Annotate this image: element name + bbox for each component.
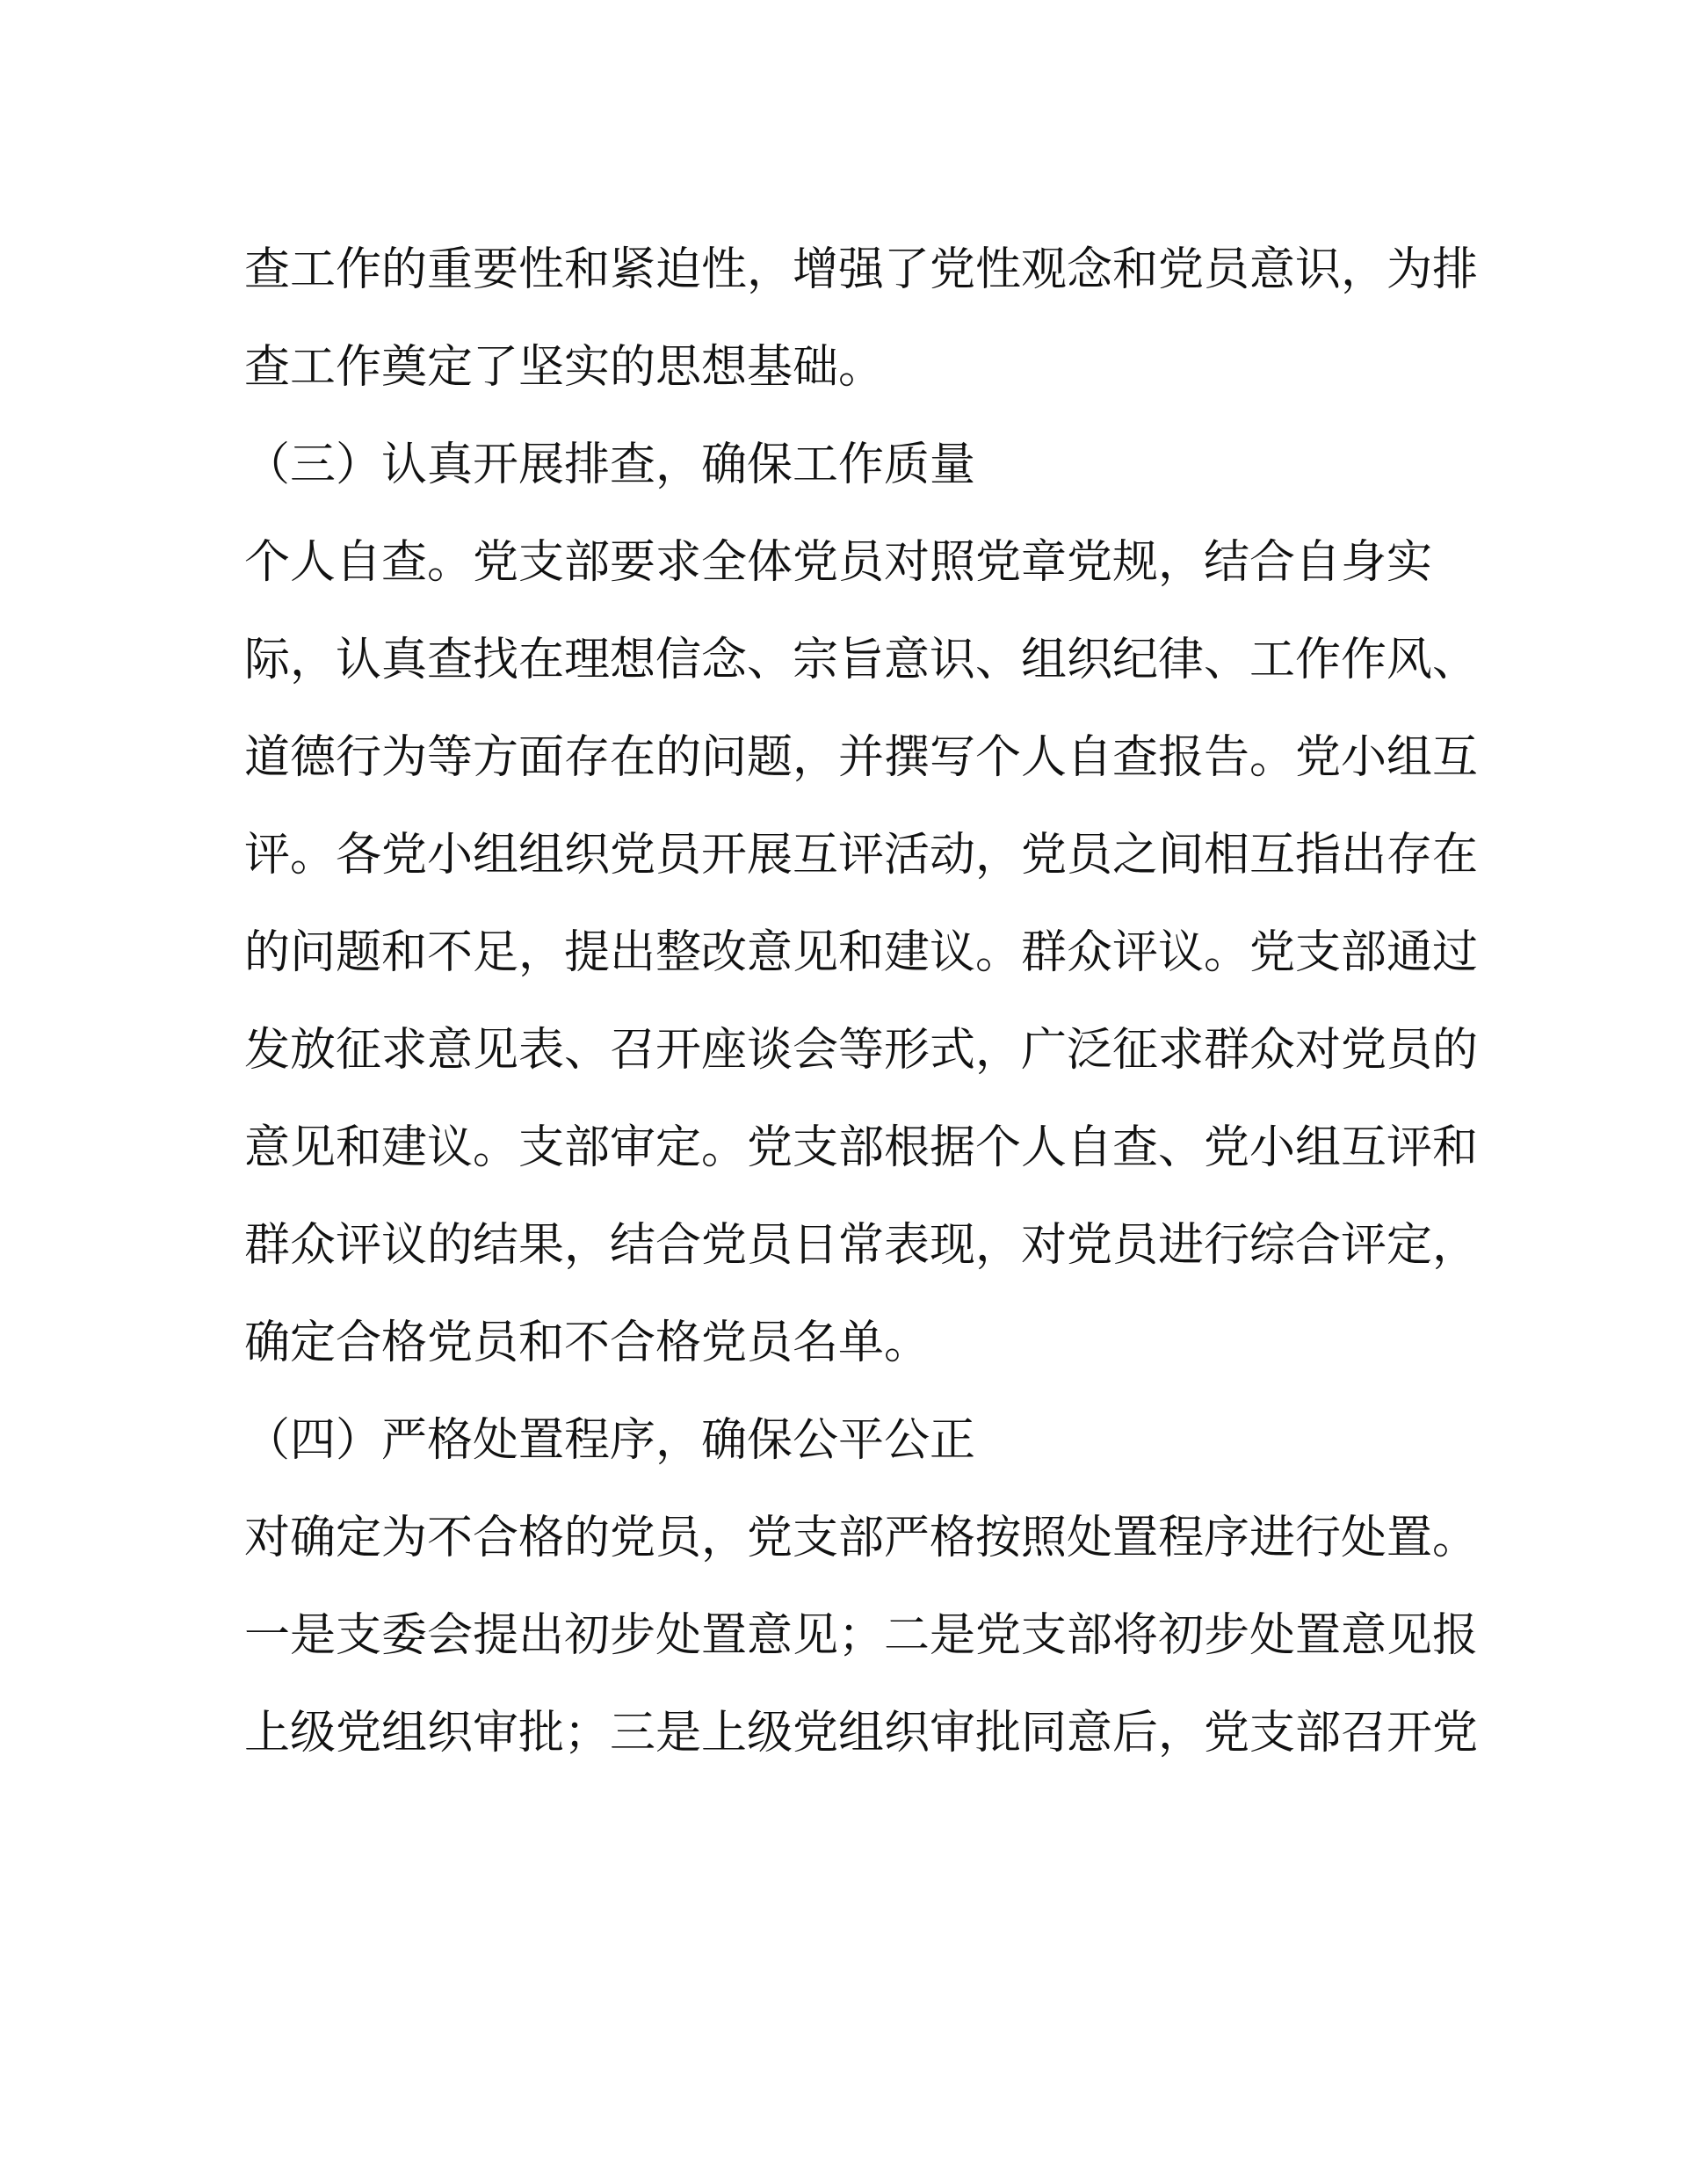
- document-body: [244, 221, 1479, 1782]
- paragraph-line: 的问题和不足，提出整改意见和建议。群众评议。党支部通过: [244, 926, 1479, 979]
- paragraph-line: 查工作奠定了坚实的思想基础。: [244, 341, 885, 394]
- section-heading-4: （四）严格处置程序，确保公平公正: [244, 1414, 976, 1467]
- paragraph-line: 查工作的重要性和紧迫性，增强了党性观念和党员意识，为排: [244, 243, 1479, 296]
- paragraph-line: 际，认真查找在理想信念、宗旨意识、组织纪律、工作作风、: [244, 634, 1479, 686]
- section-heading-3: （三）认真开展排查，确保工作质量: [244, 439, 976, 491]
- paragraph-line: 个人自查。党支部要求全体党员对照党章党规，结合自身实: [244, 536, 1433, 589]
- paragraph-line: 道德行为等方面存在的问题，并撰写个人自查报告。党小组互: [244, 731, 1479, 784]
- paragraph-line: 评。各党小组组织党员开展互评活动，党员之间相互指出存在: [244, 829, 1479, 882]
- paragraph-line: 对确定为不合格的党员，党支部严格按照处置程序进行处置。: [244, 1512, 1479, 1564]
- paragraph-line: 一是支委会提出初步处置意见；二是党支部将初步处置意见报: [244, 1609, 1479, 1662]
- paragraph-line: 上级党组织审批；三是上级党组织审批同意后，党支部召开党: [244, 1707, 1479, 1760]
- paragraph-line: 群众评议的结果，结合党员日常表现，对党员进行综合评定，: [244, 1219, 1479, 1272]
- paragraph-line: 发放征求意见表、召开座谈会等形式，广泛征求群众对党员的: [244, 1024, 1479, 1077]
- paragraph-line: 确定合格党员和不合格党员名单。: [244, 1317, 930, 1369]
- paragraph-line: 意见和建议。支部审定。党支部根据个人自查、党小组互评和: [244, 1121, 1479, 1174]
